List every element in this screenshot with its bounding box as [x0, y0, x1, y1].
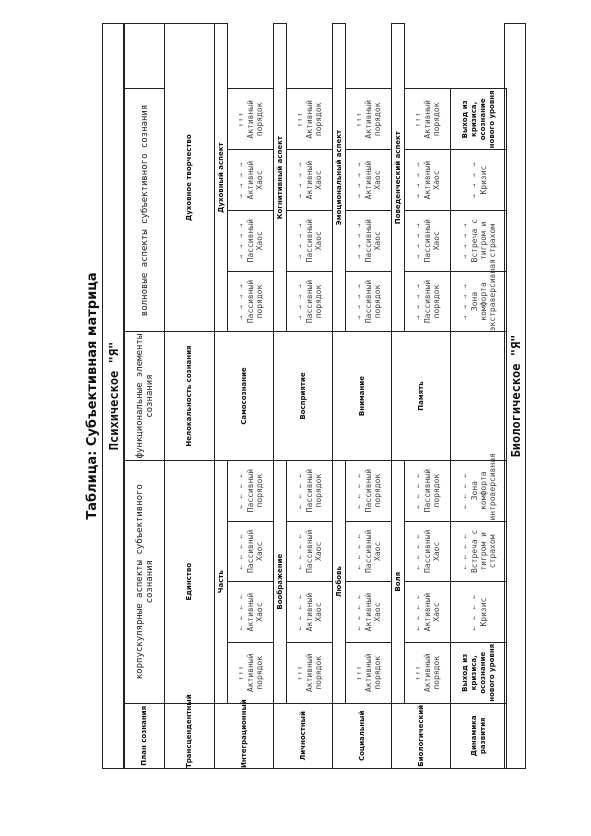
wave-cell: [405, 89, 451, 150]
wave-cell-text: Активный порядок: [246, 100, 264, 139]
corpuscular-cell-text: Активный порядок: [364, 653, 382, 693]
plan-label: Динамика развития: [469, 715, 487, 757]
corpuscular-cell-text: Активный Хаос: [364, 592, 382, 632]
table-header-row: [125, 24, 165, 769]
arrow-glyph: ↑↑↑: [355, 111, 363, 128]
corpuscular-cell: [228, 521, 274, 582]
matrix-table: [124, 23, 507, 769]
unity-label: Единство: [185, 562, 193, 601]
corpuscular-cell-text: Пассивный Хаос: [423, 529, 441, 574]
plan-label: Биологический: [416, 704, 425, 767]
dynamics-cell: [451, 642, 507, 703]
wave-cell-text: Пассивный порядок: [305, 279, 323, 324]
wave-cell: [346, 89, 392, 150]
wave-cell-text: Активный порядок: [364, 100, 382, 139]
corpuscular-cell: [287, 582, 333, 643]
functional-element: [274, 332, 333, 460]
arrow-glyph: ← ← ← ←: [296, 593, 304, 631]
wave-subheader: [333, 24, 346, 332]
wave-subheader-label: Поведенческий аспект: [394, 131, 402, 225]
corpuscular-cell: [405, 521, 451, 582]
wave-subheader: [392, 24, 405, 332]
arrow-glyph: ↑↑↑: [414, 664, 422, 681]
corpuscular-header-label: корпускулярные аспекты субъективного сознания: [134, 484, 155, 680]
dynamics-functional-blank: [451, 332, 507, 460]
corpuscular-cell: [405, 460, 451, 521]
corpuscular-subheader-label: Любовь: [335, 566, 343, 598]
plan-label: Трансцендентный: [185, 694, 193, 768]
dynamics-cell-text: Выход из кризиса, осознание нового уровня: [460, 90, 496, 149]
functional-element-label: Восприятие: [298, 372, 307, 420]
arrow-glyph: → → → →: [296, 222, 304, 260]
arrow-glyph: ↑↑↑: [237, 111, 245, 128]
arrow-glyph: ← ← ← ←: [237, 472, 245, 509]
page-title: Таблица: Субъективная матрица: [85, 272, 100, 520]
arrow-glyph: → → → →: [237, 222, 245, 260]
corpuscular-cell-text: Пассивный Хаос: [246, 529, 264, 574]
table-row-dynamics: [451, 24, 507, 769]
wave-cell: [346, 210, 392, 271]
table-row-transcendent: [165, 24, 215, 769]
corpuscular-subheader: [215, 460, 228, 703]
arrow-glyph: ← ← ← ←: [469, 593, 478, 631]
wave-cell: [228, 271, 274, 332]
arrow-glyph: → → → →: [460, 222, 469, 260]
subheader-row-biological: [392, 24, 405, 769]
wave-cell: [287, 271, 333, 332]
dynamics-cell: [451, 259, 507, 332]
corpuscular-cell-text: Пассивный порядок: [246, 468, 264, 513]
arrow-glyph: ↑↑↑: [237, 664, 245, 681]
corpuscular-cell: [287, 460, 333, 521]
functional-element: [392, 332, 451, 460]
arrow-glyph: ← ← ← ←: [414, 533, 422, 570]
corpuscular-cell: [346, 460, 392, 521]
wave-cell-text: Активный Хаос: [364, 160, 382, 200]
wave-cell: [405, 271, 451, 332]
wave-cell: [346, 150, 392, 211]
arrow-glyph: → → → →: [469, 161, 478, 199]
dynamics-cell-text: Кризис: [478, 165, 488, 195]
arrow-glyph: ← ← ← ←: [414, 593, 422, 631]
arrow-glyph: ← ← ← ←: [460, 472, 469, 509]
wave-cell-text: Активный Хаос: [423, 160, 441, 200]
corpuscular-cell-text: Пассивный Хаос: [364, 529, 382, 574]
dynamics-cell-text: Кризис: [478, 597, 488, 627]
arrow-glyph: → → → →: [355, 283, 363, 320]
blank-header-cell: [125, 24, 165, 89]
arrow-glyph: → → → →: [414, 222, 422, 260]
functional-element: [333, 332, 392, 460]
dynamics-cell-text: Встреча с тигром и страхом: [469, 529, 497, 574]
wave-cell: [228, 150, 274, 211]
plan-personal: [274, 703, 333, 768]
corpuscular-cell: [346, 521, 392, 582]
arrow-glyph: → → → →: [237, 283, 245, 320]
corpuscular-header: [125, 460, 165, 703]
wave-subheader-label: Когнитивный аспект: [276, 136, 284, 220]
rotated-sheet: [82, 23, 526, 769]
arrow-glyph: ↑↑↑: [296, 664, 304, 681]
corpuscular-subheader-label: Воля: [394, 571, 402, 592]
nonlocality-cell: [165, 332, 215, 460]
wave-cell: [405, 210, 451, 271]
arrow-glyph: ← ← ← ←: [296, 472, 304, 509]
wave-cell: [405, 150, 451, 211]
corpuscular-subheader: [392, 460, 405, 703]
creativity-cell: [165, 24, 215, 332]
arrow-glyph: ← ← ← ←: [237, 593, 245, 631]
arrow-glyph: ← ← ← ←: [296, 533, 304, 570]
dynamics-cell: [451, 210, 507, 271]
dynamics-cell-text: Выход из кризиса, осознание нового уровня: [460, 643, 496, 702]
wave-subheader-label: Эмоциональный аспект: [335, 129, 343, 226]
wave-cell-text: Активный порядок: [305, 100, 323, 139]
corpuscular-cell: [405, 642, 451, 703]
plan-dynamics: [451, 703, 507, 768]
corpuscular-cell: [228, 642, 274, 703]
dynamics-cell: [451, 89, 507, 150]
plan-biological: [392, 703, 451, 768]
psychic-self-header: Психическое "Я": [102, 23, 124, 769]
functional-element-label: Самосознание: [239, 367, 248, 425]
corpuscular-subheader: [274, 460, 287, 703]
functional-element: [215, 332, 274, 460]
wave-cell-text: Активный порядок: [423, 100, 441, 139]
arrow-glyph: → → → →: [414, 161, 422, 199]
wave-subheader-label: Духовный аспект: [217, 142, 225, 213]
plan-label: Социальный: [357, 710, 366, 762]
plan-transcendent: [165, 694, 215, 768]
wave-cell: [287, 89, 333, 150]
functional-header: [125, 332, 165, 460]
wave-header-label: волновые аспекты субъективного сознания: [139, 104, 150, 317]
corpuscular-cell-text: Пассивный порядок: [364, 468, 382, 513]
dynamics-cell: [451, 150, 507, 211]
plan-integration: [215, 699, 274, 768]
dynamics-cell: [451, 521, 507, 582]
wave-cell-text: Пассивный порядок: [246, 279, 264, 324]
plan-label: Личностный: [298, 711, 307, 761]
wave-cell: [287, 150, 333, 211]
functional-element-label: Память: [416, 381, 425, 411]
dynamics-cell-text: Встреча с тигром и страхом: [469, 219, 497, 263]
arrow-glyph: ↑↑↑: [296, 111, 304, 128]
corpuscular-cell-text: Активный Хаос: [423, 592, 441, 632]
plan-label: Интеграционный: [239, 699, 248, 768]
wave-cell: [346, 271, 392, 332]
creativity-label: Духовное творчество: [185, 134, 193, 222]
corpuscular-cell-text: Пассивный порядок: [305, 468, 323, 513]
corpuscular-cell: [346, 582, 392, 643]
subheader-row-social: [333, 24, 346, 769]
corpuscular-cell: [346, 642, 392, 703]
plan-column-header: [125, 703, 165, 768]
arrow-glyph: ← ← ← ←: [355, 472, 363, 509]
corpuscular-cell-text: Активный порядок: [423, 653, 441, 693]
wave-header: [125, 89, 165, 332]
wave-cell-text: Пассивный Хаос: [364, 219, 382, 263]
arrow-glyph: → → → →: [460, 283, 469, 320]
arrow-glyph: ← ← ← ←: [355, 533, 363, 570]
subheader-row-integration: [215, 24, 228, 769]
wave-cell: [228, 89, 274, 150]
corpuscular-subheader-label: Воображение: [276, 553, 284, 610]
corpuscular-cell-text: Активный Хаос: [246, 592, 264, 632]
arrow-glyph: → → → →: [355, 222, 363, 260]
wave-cell-text: Пассивный Хаос: [246, 219, 264, 263]
arrow-glyph: ↑↑↑: [414, 111, 422, 128]
dynamics-cell-text: Зона комфорта экстраверсивная: [469, 259, 497, 332]
arrow-glyph: → → → →: [296, 161, 304, 199]
wave-cell-text: Пассивный Хаос: [423, 219, 441, 263]
plan-social: [333, 703, 392, 768]
plan-header-label: План сознания: [140, 705, 148, 766]
corpuscular-cell-text: Активный порядок: [246, 653, 264, 693]
wave-cell-text: Активный Хаос: [305, 160, 323, 200]
arrow-glyph: → → → →: [414, 283, 422, 320]
corpuscular-cell: [228, 582, 274, 643]
arrow-glyph: ← ← ← ←: [414, 472, 422, 509]
functional-header-label: функциональные элементы сознания: [134, 333, 155, 459]
corpuscular-cell-text: Активный Хаос: [305, 592, 323, 632]
corpuscular-cell: [228, 460, 274, 521]
arrow-glyph: → → → →: [355, 161, 363, 199]
arrow-glyph: ↑↑↑: [355, 664, 363, 681]
biological-self-footer: Биологическое "Я": [504, 23, 526, 769]
wave-subheader: [274, 24, 287, 332]
corpuscular-cell: [287, 521, 333, 582]
wave-cell-text: Пассивный порядок: [423, 279, 441, 324]
subheader-row-personal: [274, 24, 287, 769]
corpuscular-subheader-label: Часть: [217, 570, 225, 594]
arrow-glyph: ← ← ← ←: [355, 593, 363, 631]
nonlocality-label: Нелокальность сознания: [185, 345, 193, 447]
corpuscular-cell: [287, 642, 333, 703]
corpuscular-cell-text: Пассивный Хаос: [305, 529, 323, 574]
corpuscular-cell: [405, 582, 451, 643]
corpuscular-subheader: [333, 460, 346, 703]
dynamics-cell: [451, 582, 507, 643]
dynamics-cell: [451, 453, 507, 521]
arrow-glyph: ← ← ← ←: [460, 533, 469, 570]
arrow-glyph: → → → →: [237, 161, 245, 199]
wave-cell: [287, 210, 333, 271]
wave-cell: [228, 210, 274, 271]
corpuscular-cell-text: Активный порядок: [305, 653, 323, 693]
wave-subheader: [215, 24, 228, 332]
wave-cell-text: Активный Хаос: [246, 160, 264, 200]
arrow-glyph: → → → →: [296, 283, 304, 320]
wave-cell-text: Пассивный порядок: [364, 279, 382, 324]
functional-element-label: Внимание: [357, 376, 366, 417]
dynamics-cell-text: Зона комфорта интроверсивная: [469, 453, 497, 521]
corpuscular-cell-text: Пассивный порядок: [423, 468, 441, 513]
arrow-glyph: ← ← ← ←: [237, 533, 245, 570]
unity-cell: [165, 460, 215, 703]
wave-cell-text: Пассивный Хаос: [305, 219, 323, 263]
